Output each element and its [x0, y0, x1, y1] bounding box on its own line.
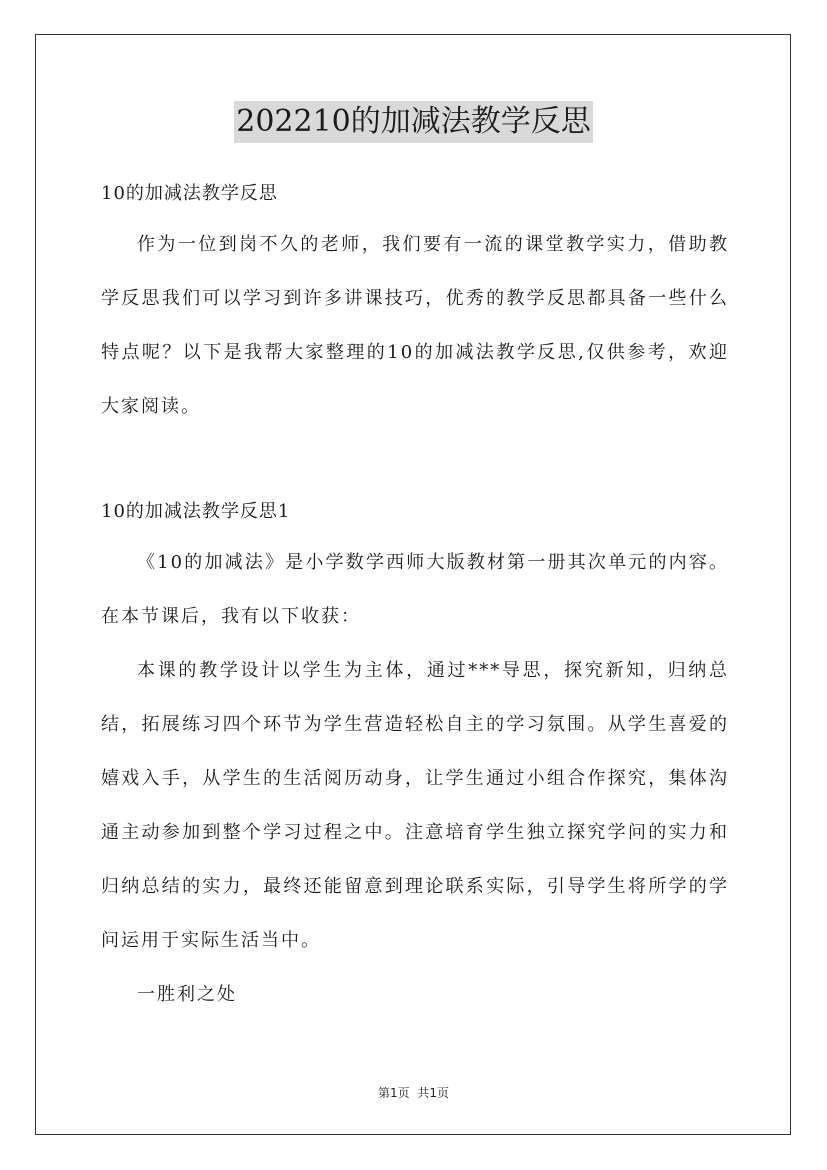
document-title: 202210的加减法教学反思 [234, 101, 593, 143]
document-body [101, 170, 729, 1022]
section1-paragraph-2: 本课的教学设计以学生为主体，通过***导思，探究新知，归纳总结，拓展练习四个环节为学生营造轻松自主的学习氛围。从学生喜爱的嬉戏入手，从学生的生活阅历动身，让学生通过小组合作探究，集体沟通主动参加到整个学习过程之中。注意培育学生独立探究学问的实力和归纳总结的实力，最终还能留意到理论联系实际，引导学生将所学的学问运用于实际生活当中。 [101, 660, 729, 951]
section1-heading: 10的加减法教学反思1 [101, 501, 291, 522]
section1-paragraph-1: 《10的加减法》是小学数学西师大版教材第一册其次单元的内容。在本节课后，我有以下收获： [101, 552, 729, 627]
title-wrap [0, 101, 827, 143]
section1-paragraph-3: 一胜利之处 [137, 984, 237, 1005]
page-footer [0, 1084, 827, 1101]
page-total: 共1页 [417, 1086, 450, 1100]
section-spacer [101, 434, 729, 488]
page-number: 第1页 [377, 1086, 410, 1100]
intro-heading: 10的加减法教学反思 [101, 183, 278, 204]
intro-paragraph: 作为一位到岗不久的老师，我们要有一流的课堂教学实力，借助教学反思我们可以学习到许多讲课技巧，优秀的教学反思都具备一些什么特点呢？以下是我帮大家整理的10的加减法教学反思,仅供参考，欢迎大家阅读。 [101, 234, 729, 417]
